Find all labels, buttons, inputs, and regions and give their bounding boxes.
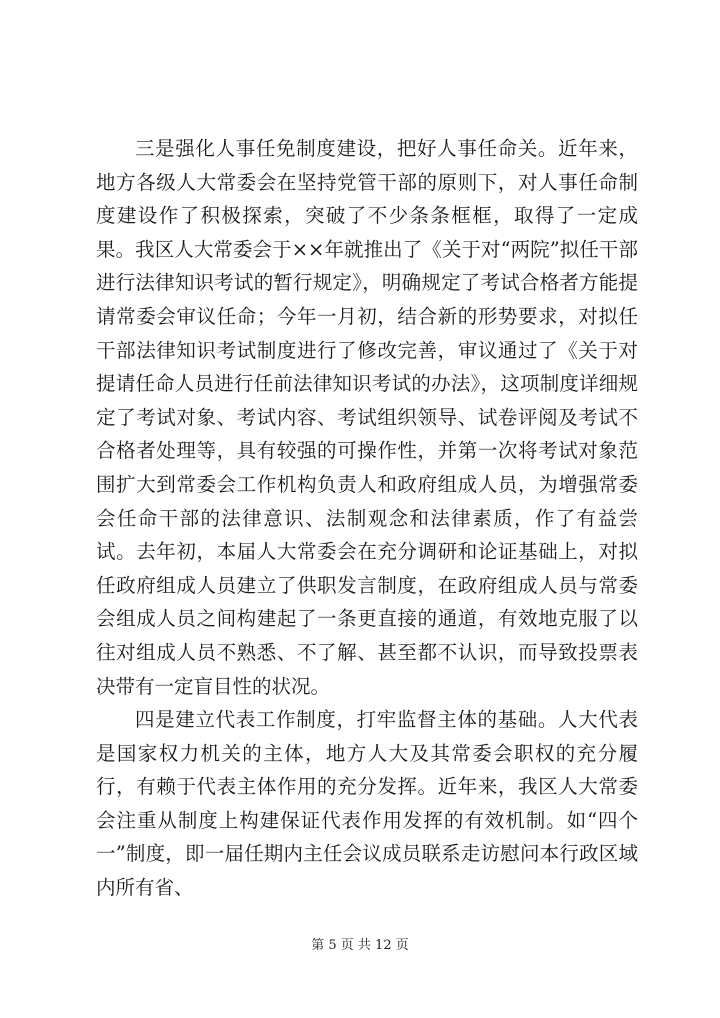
paragraph-deputy-work: 四是建立代表工作制度，打牢监督主体的基础。人大代表是国家权力机关的主体，地方人大及其常委会职权的充分履行，有赖于代表主体作用的充分发挥。近年来，我区人大常委会注重从制度上构建保证代表作用发挥的有效机制。如“四个一”制度，即一届任期内主任会议成员联系走访慰问本行政区域内所有省、	[96, 708, 638, 900]
document-body	[96, 132, 638, 905]
page-footer: 第 5 页 共 12 页	[311, 938, 409, 953]
paragraph-personnel-appointment: 三是强化人事任免制度建设，把好人事任命关。近年来，地方各级人大常委会在坚持党管干部的原则下，对人事任命制度建设作了积极探索，突破了不少条条框框，取得了一定成果。我区人大常委会于××年就推出了《关于对“两院”拟任干部进行法律知识考试的暂行规定》，明确规定了考试合格者方能提请常委会审议任命；今年一月初，结合新的形势要求，对拟任干部法律知识考试制度进行了修改完善，审议通过了《关于对提请任命人员进行任前法律知识考试的办法》，这项制度详细规定了考试对象、考试内容、考试组织领导、试卷评阅及考试不合格者处理等，具有较强的可操作性，并第一次将考试对象范围扩大到常委会工作机构负责人和政府组成人员，为增强常委会任命干部的法律意识、法制观念和法律素质，作了有益尝试。去年初，本届人大常委会在充分调研和论证基础上，对拟任政府组成人员建立了供职发言制度，在政府组成人员与常委会组成人员之间构建起了一条更直接的通道，有效地克服了以往对组成人员不熟悉、不了解、甚至都不认识，而导致投票表决带有一定盲目性的状况。	[96, 137, 638, 698]
